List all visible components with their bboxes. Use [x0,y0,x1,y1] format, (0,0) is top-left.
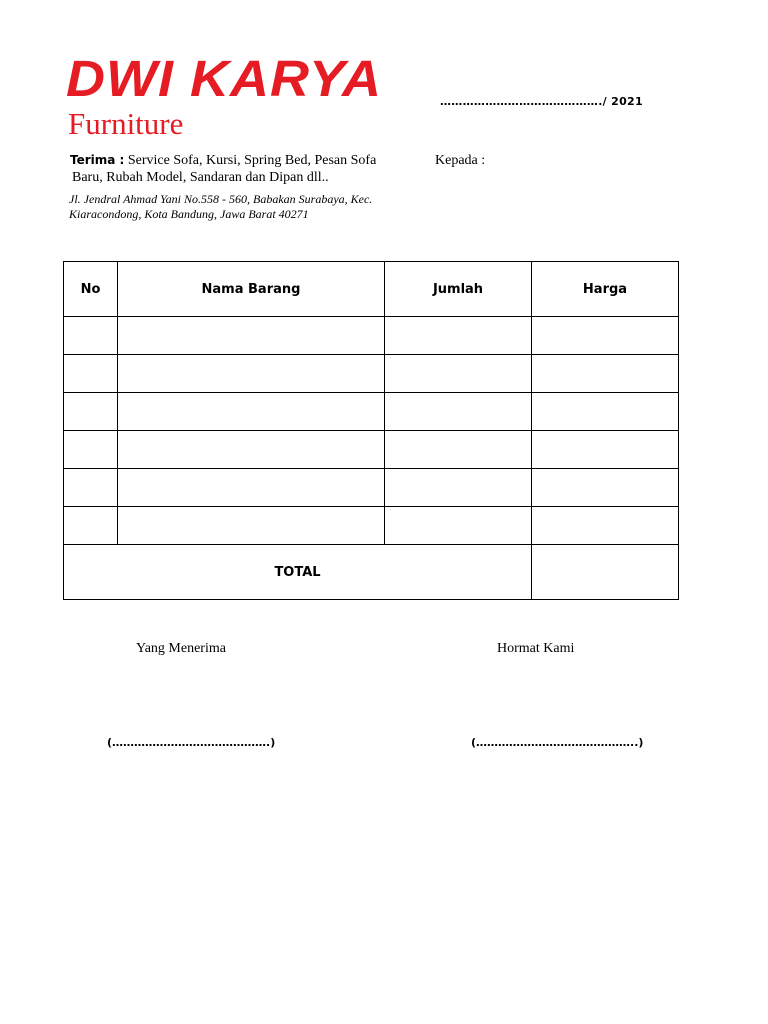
cell-item[interactable] [118,507,385,545]
table-row [64,507,679,545]
brand-title: DWI KARYA [66,50,382,108]
business-address [69,192,429,222]
address-line-1: Jl. Jendral Ahmad Yani No.558 - 560, Babakan Surabaya, Kec. [69,192,373,206]
recipient-label: Kepada : [435,153,486,168]
table-row [64,431,679,469]
cell-no[interactable] [64,469,118,507]
cell-no[interactable] [64,393,118,431]
cell-price[interactable] [532,317,679,355]
items-table [63,261,679,600]
cell-item[interactable] [118,431,385,469]
sender-label: Hormat Kami [497,641,575,656]
services-description [70,152,410,186]
cell-price[interactable] [532,431,679,469]
cell-qty[interactable] [385,355,532,393]
cell-qty[interactable] [385,507,532,545]
cell-no[interactable] [64,507,118,545]
cell-price[interactable] [532,355,679,393]
total-row [64,545,679,600]
receiver-signature-line: (…………………………………….) [107,736,276,749]
cell-qty[interactable] [385,469,532,507]
address-line-2: Kiaracondong, Kota Bandung, Jawa Barat 40271 [69,207,309,221]
cell-qty[interactable] [385,431,532,469]
cell-item[interactable] [118,317,385,355]
table-row [64,317,679,355]
cell-price[interactable] [532,393,679,431]
date-line: ……………………………………./ 2021 [440,95,643,108]
cell-item[interactable] [118,393,385,431]
table-row [64,355,679,393]
col-header-price: Harga [532,262,679,317]
cell-price[interactable] [532,469,679,507]
cell-price[interactable] [532,507,679,545]
item-rows [64,317,679,545]
cell-no[interactable] [64,317,118,355]
services-line-2: Baru, Rubah Model, Sandaran dan Dipan dll.. [72,170,329,185]
table-row [64,393,679,431]
cell-item[interactable] [118,469,385,507]
brand-subtitle: Furniture [68,106,184,141]
col-header-no: No [64,262,118,317]
cell-item[interactable] [118,355,385,393]
col-header-item: Nama Barang [118,262,385,317]
cell-no[interactable] [64,431,118,469]
sender-signature-line: (……………………………………..) [471,736,644,749]
cell-no[interactable] [64,355,118,393]
table-row [64,469,679,507]
total-label: TOTAL [64,545,532,600]
table-header-row [64,262,679,317]
total-value-cell[interactable] [532,545,679,600]
services-line-1: Service Sofa, Kursi, Spring Bed, Pesan Sofa [127,153,377,168]
col-header-qty: Jumlah [385,262,532,317]
cell-qty[interactable] [385,317,532,355]
services-label: Terima : [70,153,125,167]
receiver-label: Yang Menerima [136,641,226,656]
cell-qty[interactable] [385,393,532,431]
